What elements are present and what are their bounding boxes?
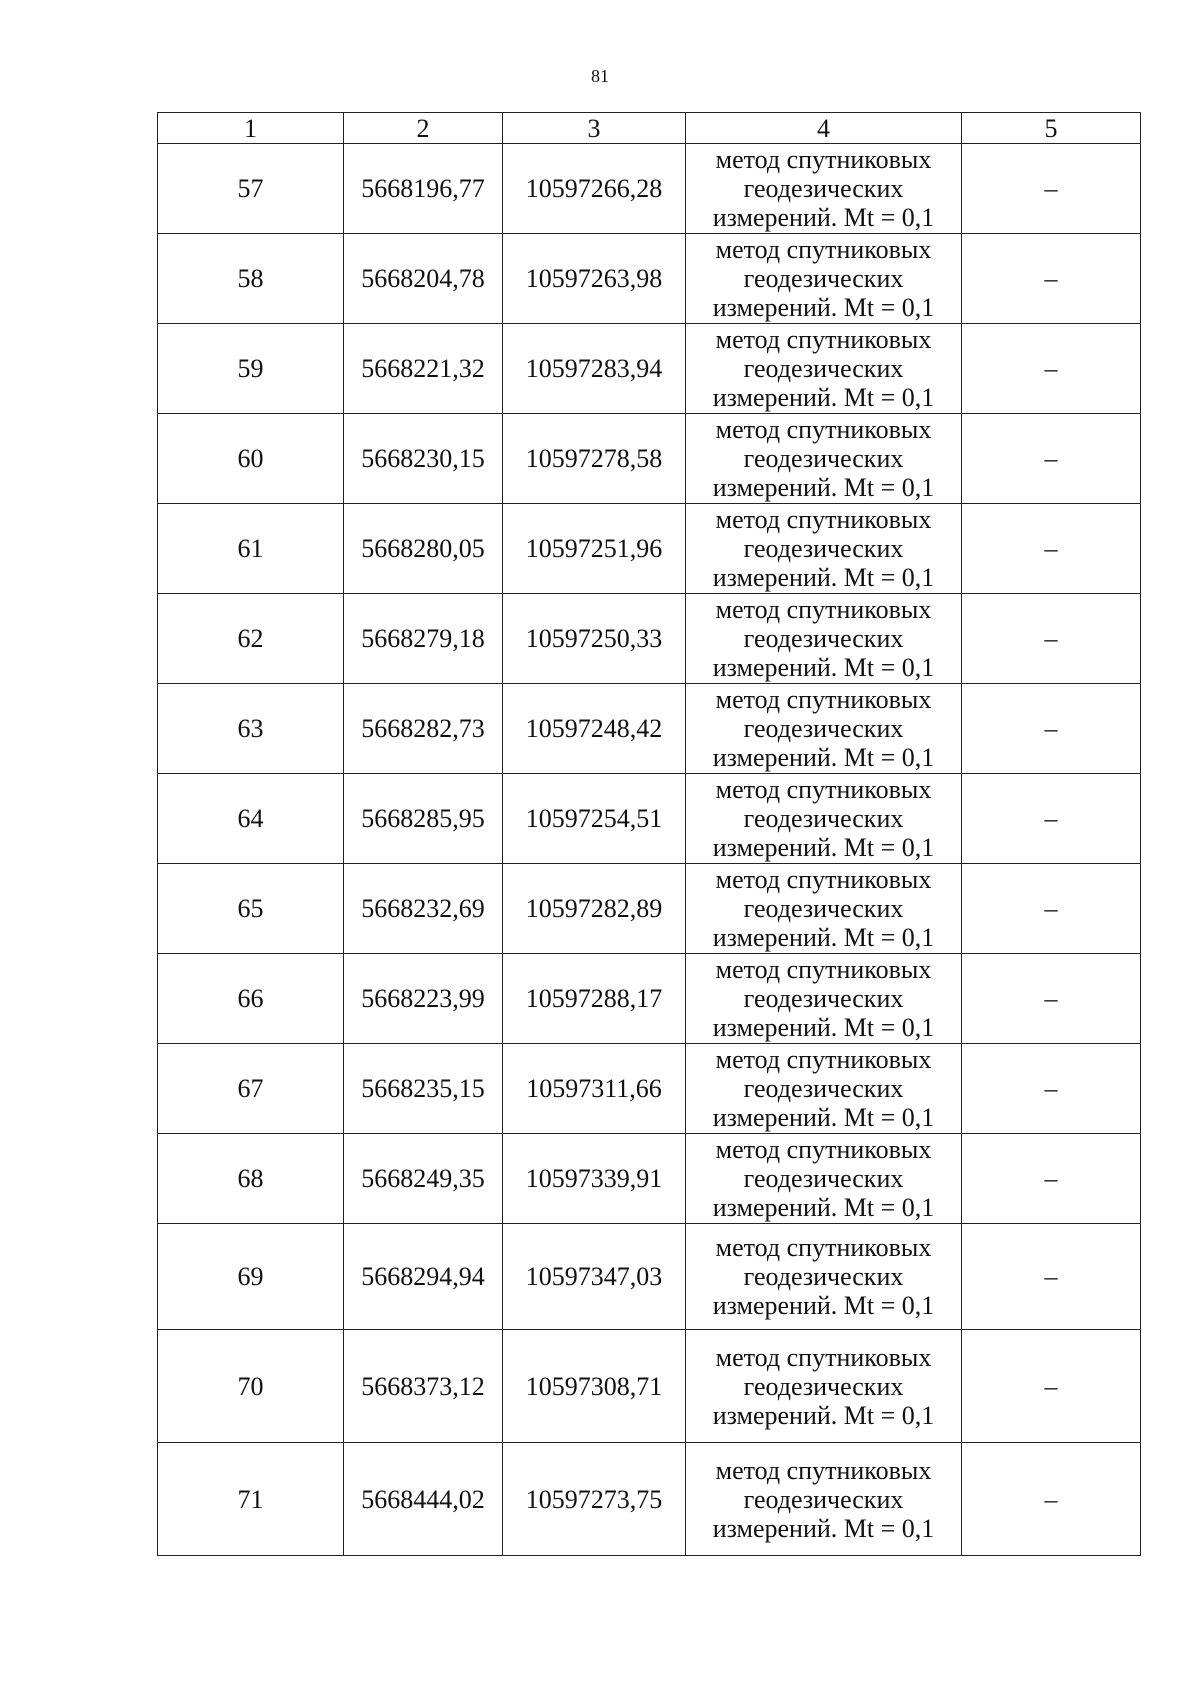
method-line: измерений. Mt = 0,1 — [712, 1193, 935, 1222]
y-coordinate-cell: 10597282,89 — [503, 864, 686, 954]
table-row — [158, 774, 1141, 864]
note-cell: – — [962, 1330, 1141, 1443]
method-line: метод спутниковых — [715, 865, 932, 894]
method-line: метод спутниковых — [715, 685, 932, 714]
method-cell — [686, 234, 962, 324]
method-line: геодезических — [743, 894, 904, 923]
table-row — [158, 504, 1141, 594]
method-line: измерений. Mt = 0,1 — [712, 1513, 935, 1543]
method-line: метод спутниковых — [715, 1233, 932, 1262]
method-line: измерений. Mt = 0,1 — [712, 1013, 935, 1042]
note-cell: – — [962, 504, 1141, 594]
method-line: измерений. Mt = 0,1 — [712, 203, 935, 232]
x-coordinate-cell: 5668223,99 — [344, 954, 503, 1044]
table-row — [158, 1443, 1141, 1556]
y-coordinate-cell: 10597273,75 — [503, 1443, 686, 1556]
header-row — [158, 113, 1141, 144]
note-cell: – — [962, 324, 1141, 414]
point-number-cell: 57 — [158, 144, 344, 234]
method-line: измерений. Mt = 0,1 — [712, 473, 935, 502]
method-cell — [686, 594, 962, 684]
method-line: геодезических — [743, 444, 904, 473]
method-line: метод спутниковых — [715, 505, 932, 534]
method-line: измерений. Mt = 0,1 — [712, 1291, 935, 1320]
y-coordinate-cell: 10597251,96 — [503, 504, 686, 594]
note-cell: – — [962, 774, 1141, 864]
method-line: измерений. Mt = 0,1 — [712, 653, 935, 682]
method-line: измерений. Mt = 0,1 — [712, 563, 935, 592]
x-coordinate-cell: 5668235,15 — [344, 1044, 503, 1134]
method-cell — [686, 1443, 962, 1556]
y-coordinate-cell: 10597288,17 — [503, 954, 686, 1044]
y-coordinate-cell: 10597263,98 — [503, 234, 686, 324]
note-cell: – — [962, 1224, 1141, 1330]
table-row — [158, 414, 1141, 504]
column-header-5: 5 — [962, 113, 1141, 144]
y-coordinate-cell: 10597308,71 — [503, 1330, 686, 1443]
method-line: геодезических — [743, 1484, 904, 1514]
note-cell: – — [962, 1044, 1141, 1134]
method-cell — [686, 414, 962, 504]
method-line: метод спутниковых — [715, 1342, 932, 1372]
table-row — [158, 864, 1141, 954]
method-line: измерений. Mt = 0,1 — [712, 293, 935, 322]
method-cell — [686, 1224, 962, 1330]
note-cell: – — [962, 684, 1141, 774]
method-line: метод спутниковых — [715, 595, 932, 624]
method-line: геодезических — [743, 624, 904, 653]
table-row — [158, 684, 1141, 774]
point-number-cell: 71 — [158, 1443, 344, 1556]
y-coordinate-cell: 10597254,51 — [503, 774, 686, 864]
point-number-cell: 59 — [158, 324, 344, 414]
method-cell — [686, 1330, 962, 1443]
note-cell: – — [962, 594, 1141, 684]
coordinates-table — [157, 112, 1141, 1556]
method-line: измерений. Mt = 0,1 — [712, 923, 935, 952]
point-number-cell: 60 — [158, 414, 344, 504]
method-line: метод спутниковых — [715, 325, 932, 354]
method-line: метод спутниковых — [715, 955, 932, 984]
y-coordinate-cell: 10597278,58 — [503, 414, 686, 504]
method-cell — [686, 1134, 962, 1224]
y-coordinate-cell: 10597347,03 — [503, 1224, 686, 1330]
column-header-2: 2 — [344, 113, 503, 144]
point-number-cell: 66 — [158, 954, 344, 1044]
column-header-1: 1 — [158, 113, 344, 144]
method-line: геодезических — [743, 354, 904, 383]
point-number-cell: 67 — [158, 1044, 344, 1134]
method-line: измерений. Mt = 0,1 — [712, 833, 935, 862]
x-coordinate-cell: 5668279,18 — [344, 594, 503, 684]
x-coordinate-cell: 5668221,32 — [344, 324, 503, 414]
method-line: геодезических — [743, 1262, 904, 1291]
x-coordinate-cell: 5668230,15 — [344, 414, 503, 504]
method-line: геодезических — [743, 264, 904, 293]
method-line: измерений. Mt = 0,1 — [712, 1400, 935, 1430]
column-header-4: 4 — [686, 113, 962, 144]
x-coordinate-cell: 5668282,73 — [344, 684, 503, 774]
method-line: геодезических — [743, 984, 904, 1013]
table-row — [158, 594, 1141, 684]
table-row — [158, 1330, 1141, 1443]
table-row — [158, 234, 1141, 324]
method-cell — [686, 864, 962, 954]
method-cell — [686, 774, 962, 864]
method-line: геодезических — [743, 1074, 904, 1103]
table-row — [158, 954, 1141, 1044]
x-coordinate-cell: 5668444,02 — [344, 1443, 503, 1556]
method-line: геодезических — [743, 714, 904, 743]
method-cell — [686, 684, 962, 774]
method-line: геодезических — [743, 1164, 904, 1193]
method-line: метод спутниковых — [715, 1135, 932, 1164]
point-number-cell: 70 — [158, 1330, 344, 1443]
method-line: геодезических — [743, 174, 904, 203]
page-number: 81 — [591, 66, 609, 86]
method-line: измерений. Mt = 0,1 — [712, 743, 935, 772]
point-number-cell: 68 — [158, 1134, 344, 1224]
x-coordinate-cell: 5668373,12 — [344, 1330, 503, 1443]
point-number-cell: 64 — [158, 774, 344, 864]
note-cell: – — [962, 144, 1141, 234]
note-cell: – — [962, 234, 1141, 324]
x-coordinate-cell: 5668280,05 — [344, 504, 503, 594]
table-header — [158, 113, 1141, 144]
table-row — [158, 324, 1141, 414]
method-line: геодезических — [743, 804, 904, 833]
point-number-cell: 62 — [158, 594, 344, 684]
x-coordinate-cell: 5668249,35 — [344, 1134, 503, 1224]
y-coordinate-cell: 10597248,42 — [503, 684, 686, 774]
y-coordinate-cell: 10597311,66 — [503, 1044, 686, 1134]
method-line: метод спутниковых — [715, 235, 932, 264]
table-body — [158, 144, 1141, 1556]
method-line: геодезических — [743, 534, 904, 563]
method-cell — [686, 954, 962, 1044]
note-cell: – — [962, 954, 1141, 1044]
x-coordinate-cell: 5668285,95 — [344, 774, 503, 864]
y-coordinate-cell: 10597266,28 — [503, 144, 686, 234]
table-row — [158, 144, 1141, 234]
point-number-cell: 69 — [158, 1224, 344, 1330]
method-cell — [686, 1044, 962, 1134]
note-cell: – — [962, 414, 1141, 504]
method-line: метод спутниковых — [715, 1045, 932, 1074]
table-row — [158, 1044, 1141, 1134]
method-line: метод спутниковых — [715, 145, 932, 174]
method-line: геодезических — [743, 1371, 904, 1401]
x-coordinate-cell: 5668204,78 — [344, 234, 503, 324]
table-row — [158, 1134, 1141, 1224]
x-coordinate-cell: 5668232,69 — [344, 864, 503, 954]
method-cell — [686, 144, 962, 234]
note-cell: – — [962, 864, 1141, 954]
point-number-cell: 65 — [158, 864, 344, 954]
note-cell: – — [962, 1134, 1141, 1224]
method-line: метод спутниковых — [715, 415, 932, 444]
point-number-cell: 61 — [158, 504, 344, 594]
column-header-3: 3 — [503, 113, 686, 144]
y-coordinate-cell: 10597283,94 — [503, 324, 686, 414]
table-row — [158, 1224, 1141, 1330]
y-coordinate-cell: 10597339,91 — [503, 1134, 686, 1224]
method-cell — [686, 504, 962, 594]
x-coordinate-cell: 5668196,77 — [344, 144, 503, 234]
point-number-cell: 58 — [158, 234, 344, 324]
method-line: измерений. Mt = 0,1 — [712, 1103, 935, 1132]
point-number-cell: 63 — [158, 684, 344, 774]
method-line: метод спутниковых — [715, 1455, 932, 1485]
note-cell: – — [962, 1443, 1141, 1556]
method-line: метод спутниковых — [715, 775, 932, 804]
x-coordinate-cell: 5668294,94 — [344, 1224, 503, 1330]
method-line: измерений. Mt = 0,1 — [712, 383, 935, 412]
y-coordinate-cell: 10597250,33 — [503, 594, 686, 684]
method-cell — [686, 324, 962, 414]
